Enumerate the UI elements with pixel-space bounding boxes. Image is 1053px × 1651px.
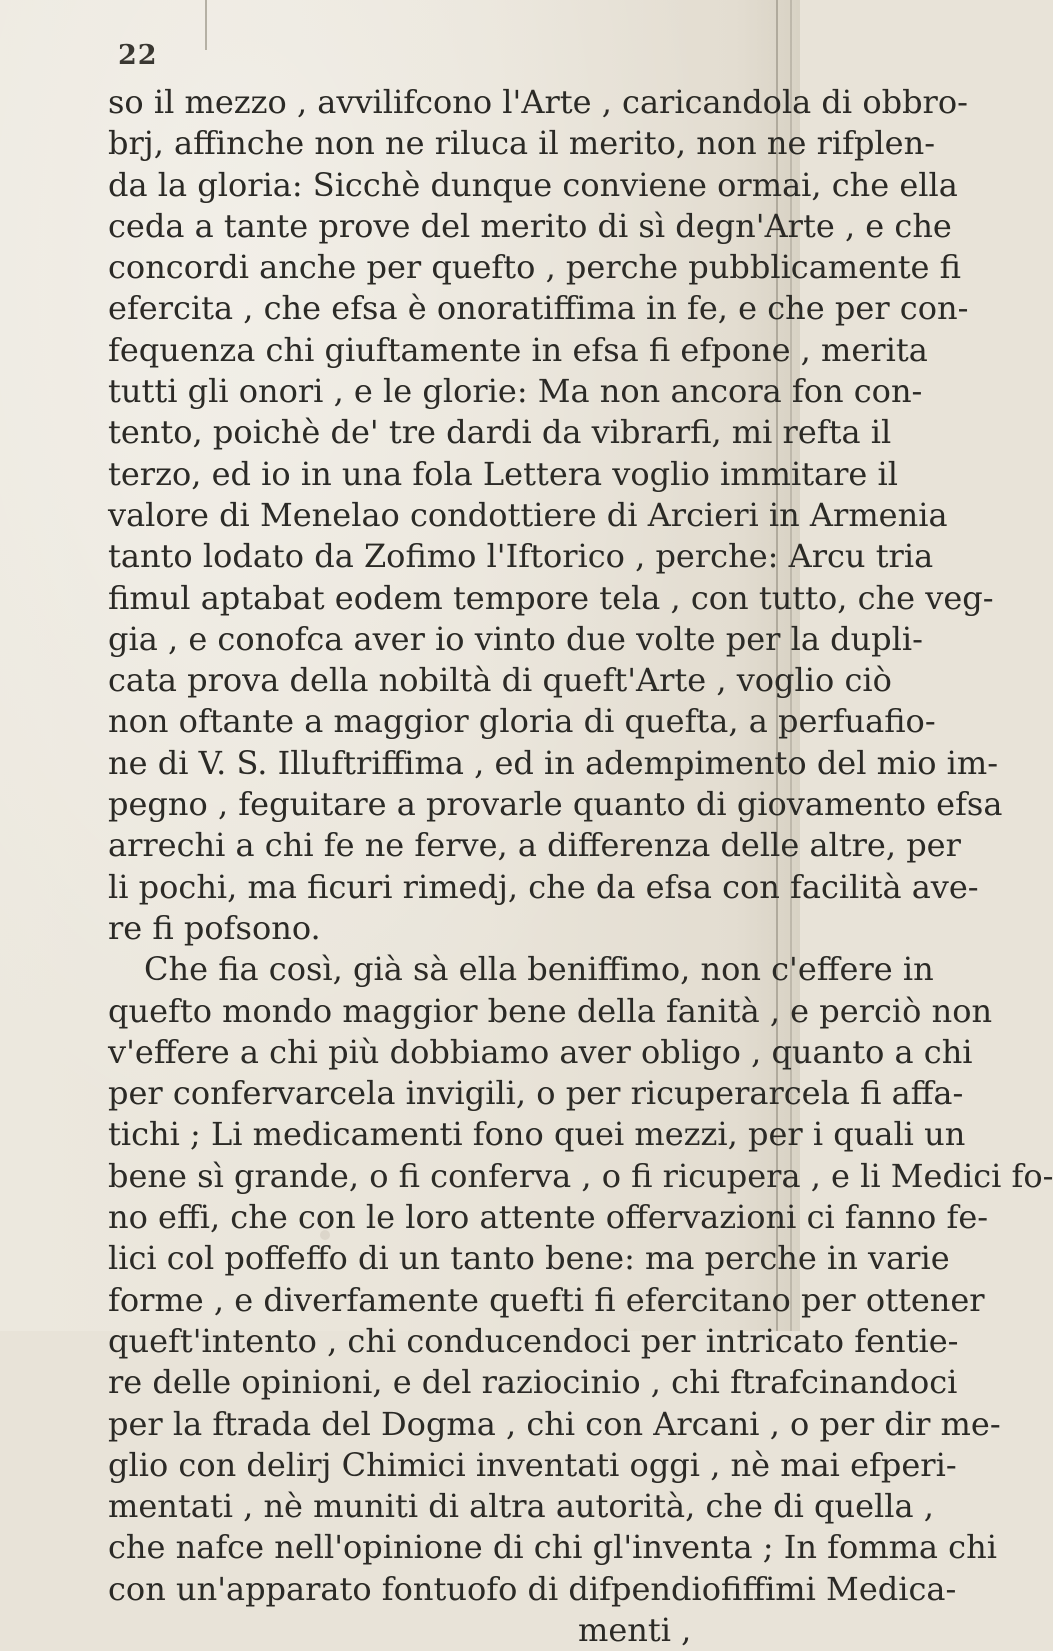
text-line: glio con delirj Chimici inventati oggi , nè mai efperi- [108,1445,957,1484]
text-line: efercita , che efsa è onoratiffima in fe, e che per con- [108,289,969,328]
text-line: terzo, ed io in una fola Lettera voglio immitare il [108,454,898,493]
text-line: tutti gli onori , e le glorie: Ma non ancora fon con- [108,372,923,411]
text-line: ceda a tante prove del merito di sì degn'Arte , e che [108,206,952,245]
text-line: fimul aptabat eodem tempore tela , con tutto, che veg- [108,578,994,617]
text-line: brj, affinche non ne riluca il merito, non ne rifplen- [108,124,936,163]
text-line: quefto mondo maggior bene della fanità , e perciò non [108,991,993,1030]
body-text [108,82,1053,1651]
text-line: che nafce nell'opinione di chi gl'inventa ; In fomma chi [108,1528,997,1567]
text-line: tento, poichè de' tre dardi da vibrarfi, mi refta il [108,413,892,452]
fold-mark [205,0,207,50]
text-line: per confervarcela invigili, o per ricuperarcela fi affa- [108,1074,964,1113]
page-number: 22 [118,40,158,71]
catchword: menti , [578,1610,692,1649]
text-line: lici col poffeffo di un tanto bene: ma perche in varie [108,1239,950,1278]
text-line: pegno , feguitare a provarle quanto di giovamento efsa [108,785,1003,824]
text-line: tanto lodato da Zofimo l'Iftorico , perche: Arcu tria [108,537,934,576]
text-line: arrechi a chi fe ne ferve, a differenza delle altre, per [108,826,961,865]
text-line: fequenza chi giuftamente in efsa fi efpone , merita [108,330,928,369]
text-line: gia , e conofca aver io vinto due volte per la dupli- [108,619,923,658]
text-line: queft'intento , chi conducendoci per intricato fentie- [108,1321,959,1360]
text-line: li pochi, ma ficuri rimedj, che da efsa con facilità ave- [108,867,979,906]
text-line: tichi ; Li medicamenti fono quei mezzi, per i quali un [108,1115,966,1154]
text-line: concordi anche per quefto , perche pubblicamente fi [108,248,961,287]
text-line: cata prova della nobiltà di queft'Arte , voglio ciò [108,661,892,700]
text-line: so il mezzo , avvilifcono l'Arte , caricandola di obbro- [108,83,968,121]
text-line: forme , e diverfamente quefti fi efercitano per ottener [108,1280,985,1319]
text-line: no effi, che con le loro attente offervazioni ci fanno fe- [108,1198,989,1237]
paragraph-start-line: Che fia così, già sà ella beniffimo, non c'effere in [144,950,934,989]
text-line: non oftante a maggior gloria di quefta, a perfuafio- [108,702,936,741]
text-line: ne di V. S. Illuftriffima , ed in adempimento del mio im- [108,743,999,782]
text-line: per la ftrada del Dogma , chi con Arcani , o per dir me- [108,1404,1001,1443]
text-line: da la gloria: Sicchè dunque conviene ormai, che ella [108,165,958,204]
text-line: v'effere a chi più dobbiamo aver obligo , quanto a chi [108,1032,973,1071]
text-line: con un'apparato fontuofo di difpendiofiffimi Medica- [108,1569,957,1608]
text-line: bene sì grande, o fi conferva , o fi ricupera , e li Medici fo- [108,1156,1053,1195]
text-line: valore di Menelao condottiere di Arcieri in Armenia [108,495,948,534]
text-line: re fi pofsono. [108,908,321,947]
text-line: mentati , nè muniti di altra autorità, che di quella , [108,1487,934,1526]
text-line: re delle opinioni, e del raziocinio , chi ftrafcinandoci [108,1363,958,1402]
